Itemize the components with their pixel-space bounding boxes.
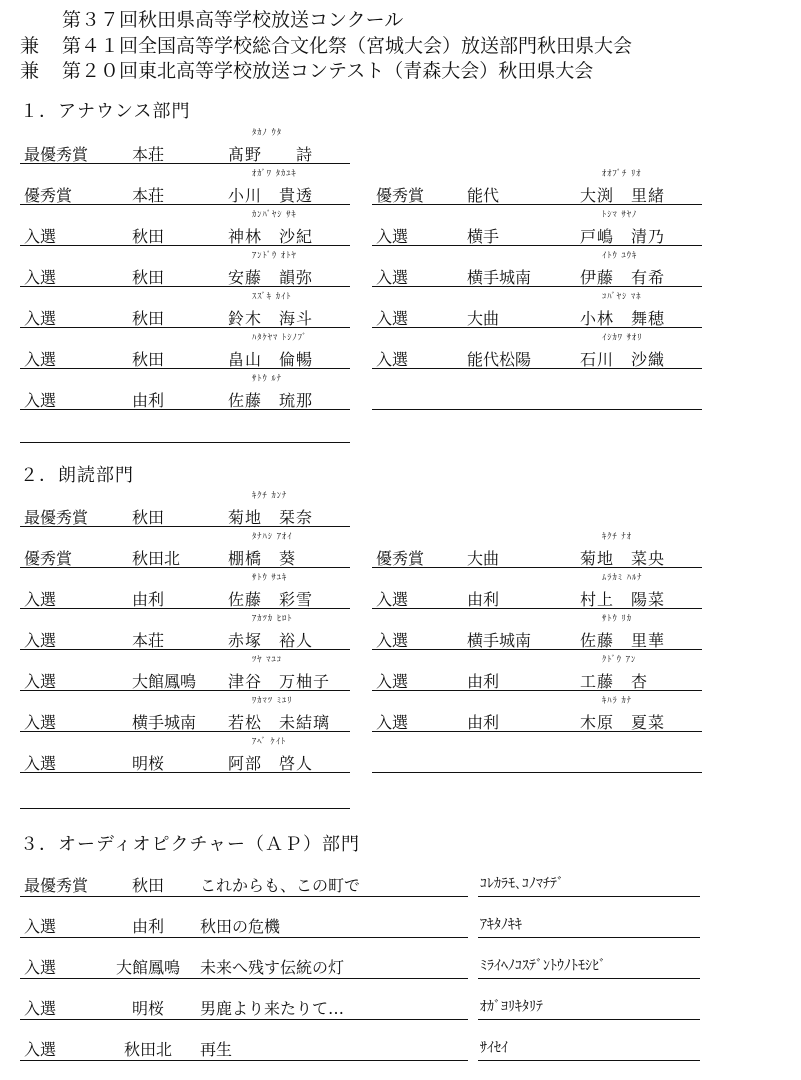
award-label: 最優秀賞	[24, 145, 89, 164]
row-underline	[372, 245, 702, 246]
name-reading: ﾀｶﾉ ｳﾀ	[252, 128, 282, 138]
award-label: 入選	[24, 268, 57, 287]
name-reading: ｶﾝﾊﾞﾔｼ ｻｷ	[252, 210, 297, 220]
row-underline	[20, 937, 468, 938]
row-underline	[20, 286, 350, 287]
row-underline	[20, 204, 350, 205]
name-reading: ｵｶﾞﾜ ﾀｶﾕｷ	[252, 169, 297, 179]
name-reading: ｽｽﾞｷ ｶｲﾄ	[252, 292, 292, 302]
student-name: 若松 未結璃	[228, 713, 331, 732]
student-name: 菊地 栞奈	[228, 508, 314, 527]
name-reading: ｻﾄｳ ﾘｶ	[602, 614, 632, 624]
school-name: 本荘	[132, 145, 165, 164]
work-reading: ｱｷﾀﾉｷｷ	[480, 917, 522, 933]
header-line-2: 第４１回全国高等学校総合文化祭（宮城大会）放送部門秋田県大会	[62, 35, 633, 57]
award-label: 入選	[24, 227, 57, 246]
name-reading: ｱﾝﾄﾞｳ ｵﾄﾔ	[252, 251, 297, 261]
award-label: 入選	[24, 672, 57, 691]
award-label: 優秀賞	[24, 549, 73, 568]
award-label: 入選	[376, 631, 409, 650]
school-name: 由利	[467, 590, 500, 609]
work-reading: ｻｲｾｲ	[480, 1040, 508, 1056]
school-name: 本荘	[132, 186, 165, 205]
row-underline	[20, 327, 350, 328]
row-underline	[372, 608, 702, 609]
student-name: 木原 夏菜	[580, 713, 666, 732]
student-name: 小川 貴透	[228, 186, 314, 205]
header-prefix-2: 兼	[20, 35, 40, 57]
student-name: 棚橋 葵	[228, 549, 297, 568]
student-name: 佐藤 琉那	[228, 391, 314, 410]
name-reading: ｲｼｶﾜ ｻｵﾘ	[602, 333, 643, 343]
student-name: 佐藤 彩雪	[228, 590, 314, 609]
row-underline	[20, 409, 350, 410]
row-underline	[20, 896, 468, 897]
row-underline	[478, 1060, 700, 1061]
name-reading: ｲﾄｳ ﾕｳｷ	[602, 251, 638, 261]
school-name: 大館鳳鳴	[116, 958, 181, 977]
award-label: 入選	[24, 958, 57, 977]
name-reading: ｷﾊﾗ ｶﾅ	[602, 696, 632, 706]
award-label: 入選	[24, 713, 57, 732]
row-underline	[478, 937, 700, 938]
work-title: 男鹿より来たりて…	[200, 999, 345, 1018]
award-label: 入選	[24, 590, 57, 609]
header-line-1: 第３７回秋田県高等学校放送コンクール	[62, 9, 404, 31]
name-reading: ｷｸﾁ ｶﾝﾅ	[252, 491, 288, 501]
school-name: 由利	[132, 391, 165, 410]
name-reading: ｱｶﾂｶ ﾋﾛﾄ	[252, 614, 293, 624]
student-name: 鈴木 海斗	[228, 309, 314, 328]
school-name: 横手城南	[132, 713, 197, 732]
row-underline	[372, 772, 702, 773]
student-name: 阿部 啓人	[228, 754, 314, 773]
student-name: 安藤 韻弥	[228, 268, 314, 287]
section-title-announce: １．アナウンス部門	[20, 101, 191, 122]
award-label: 入選	[376, 713, 409, 732]
school-name: 秋田	[132, 876, 165, 895]
row-underline	[20, 567, 350, 568]
school-name: 秋田	[132, 268, 165, 287]
school-name: 由利	[467, 672, 500, 691]
award-label: 入選	[24, 350, 57, 369]
row-underline	[20, 163, 350, 164]
work-reading: ｺﾚｶﾗﾓ､ｺﾉﾏﾁﾃﾞ	[480, 876, 564, 892]
work-reading: ﾐﾗｲﾍﾉｺｽﾃﾞﾝﾄｳﾉﾄﾓｼﾋﾞ	[480, 958, 606, 974]
work-title: 再生	[200, 1040, 233, 1059]
award-label: 入選	[24, 917, 57, 936]
name-reading: ﾊﾀｹﾔﾏ ﾄｼﾉﾌﾞ	[252, 333, 308, 343]
school-name: 大館鳳鳴	[132, 672, 197, 691]
award-label: 優秀賞	[24, 186, 73, 205]
name-reading: ｻﾄｳ ﾙﾅ	[252, 374, 282, 384]
award-label: 入選	[24, 631, 57, 650]
name-reading: ｱﾍﾞ ｹｲﾄ	[252, 737, 287, 747]
award-label: 入選	[376, 350, 409, 369]
row-underline	[372, 731, 702, 732]
award-label: 入選	[24, 999, 57, 1018]
school-name: 横手	[467, 227, 500, 246]
row-underline	[20, 608, 350, 609]
section-title-ap: ３．オーディオピクチャー（ＡＰ）部門	[20, 834, 361, 855]
school-name: 由利	[132, 590, 165, 609]
row-underline	[20, 368, 350, 369]
row-underline	[20, 772, 350, 773]
work-title: 未来へ残す伝統の灯	[200, 958, 345, 977]
award-label: 入選	[376, 268, 409, 287]
row-underline	[20, 690, 350, 691]
row-underline	[372, 690, 702, 691]
award-label: 入選	[24, 1040, 57, 1059]
work-title: 秋田の危機	[200, 917, 281, 936]
header-line-3: 第２０回東北高等学校放送コンテスト（青森大会）秋田県大会	[62, 60, 594, 82]
student-name: 津谷 万柚子	[228, 672, 331, 691]
student-name: 赤塚 裕人	[228, 631, 314, 650]
work-title: これからも、この町で	[200, 876, 361, 895]
school-name: 能代	[467, 186, 500, 205]
student-name: 大渕 里緒	[580, 186, 666, 205]
student-name: 石川 沙織	[580, 350, 666, 369]
row-underline	[478, 896, 700, 897]
student-name: 髙野 詩	[228, 145, 314, 164]
school-name: 秋田	[132, 309, 165, 328]
row-underline	[20, 1060, 468, 1061]
student-name: 神林 沙紀	[228, 227, 314, 246]
award-label: 入選	[376, 672, 409, 691]
name-reading: ｸﾄﾞｳ ｱﾝ	[602, 655, 637, 665]
name-reading: ｷｸﾁ ﾅｵ	[602, 532, 632, 542]
school-name: 大曲	[467, 309, 500, 328]
school-name: 横手城南	[467, 268, 532, 287]
row-underline	[20, 1019, 468, 1020]
school-name: 明桜	[132, 754, 165, 773]
student-name: 村上 陽菜	[580, 590, 666, 609]
school-name: 大曲	[467, 549, 500, 568]
row-underline	[372, 649, 702, 650]
school-name: 由利	[467, 713, 500, 732]
award-label: 最優秀賞	[24, 508, 89, 527]
section-title-recite: ２．朗読部門	[20, 465, 134, 486]
row-underline	[372, 204, 702, 205]
row-underline	[372, 567, 702, 568]
row-underline	[20, 526, 350, 527]
student-name: 小林 舞穂	[580, 309, 666, 328]
school-name: 秋田北	[124, 1040, 173, 1059]
award-label: 優秀賞	[376, 186, 425, 205]
header-prefix-3: 兼	[20, 60, 40, 82]
student-name: 畠山 倫暢	[228, 350, 314, 369]
award-label: 入選	[24, 391, 57, 410]
row-underline	[478, 1019, 700, 1020]
school-name: 能代松陽	[467, 350, 532, 369]
name-reading: ﾂﾔ ﾏﾕｺ	[252, 655, 282, 665]
name-reading: ﾑﾗｶﾐ ﾊﾙﾅ	[602, 573, 643, 583]
name-reading: ｻﾄｳ ｻﾕｷ	[252, 573, 288, 583]
award-label: 入選	[24, 309, 57, 328]
row-underline	[20, 245, 350, 246]
row-underline	[372, 409, 702, 410]
award-label: 入選	[24, 754, 57, 773]
school-name: 本荘	[132, 631, 165, 650]
row-underline	[372, 286, 702, 287]
name-reading: ﾀﾅﾊｼ ｱｵｲ	[252, 532, 293, 542]
award-label: 入選	[376, 227, 409, 246]
school-name: 由利	[132, 917, 165, 936]
name-reading: ﾜｶﾏﾂ ﾐﾕﾘ	[252, 696, 293, 706]
award-label: 入選	[376, 590, 409, 609]
row-underline	[20, 649, 350, 650]
award-label: 最優秀賞	[24, 876, 89, 895]
student-name: 佐藤 里華	[580, 631, 666, 650]
name-reading: ﾄｼﾏ ｻﾔﾉ	[602, 210, 638, 220]
school-name: 秋田	[132, 227, 165, 246]
award-label: 優秀賞	[376, 549, 425, 568]
school-name: 秋田北	[132, 549, 181, 568]
school-name: 秋田	[132, 508, 165, 527]
row-underline	[20, 978, 468, 979]
recite-end-line	[20, 808, 350, 809]
row-underline	[478, 978, 700, 979]
award-label: 入選	[376, 309, 409, 328]
name-reading: ｵｵﾌﾞﾁ ﾘｵ	[602, 169, 642, 179]
row-underline	[20, 731, 350, 732]
row-underline	[372, 327, 702, 328]
school-name: 明桜	[132, 999, 165, 1018]
announce-end-line	[20, 442, 350, 443]
student-name: 戸嶋 清乃	[580, 227, 666, 246]
row-underline	[372, 368, 702, 369]
school-name: 横手城南	[467, 631, 532, 650]
school-name: 秋田	[132, 350, 165, 369]
student-name: 菊地 菜央	[580, 549, 666, 568]
work-reading: ｵｶﾞﾖﾘｷﾀﾘﾃ	[480, 999, 543, 1015]
student-name: 工藤 杏	[580, 672, 649, 691]
name-reading: ｺﾊﾞﾔｼ ﾏﾎ	[602, 292, 642, 302]
student-name: 伊藤 有希	[580, 268, 666, 287]
